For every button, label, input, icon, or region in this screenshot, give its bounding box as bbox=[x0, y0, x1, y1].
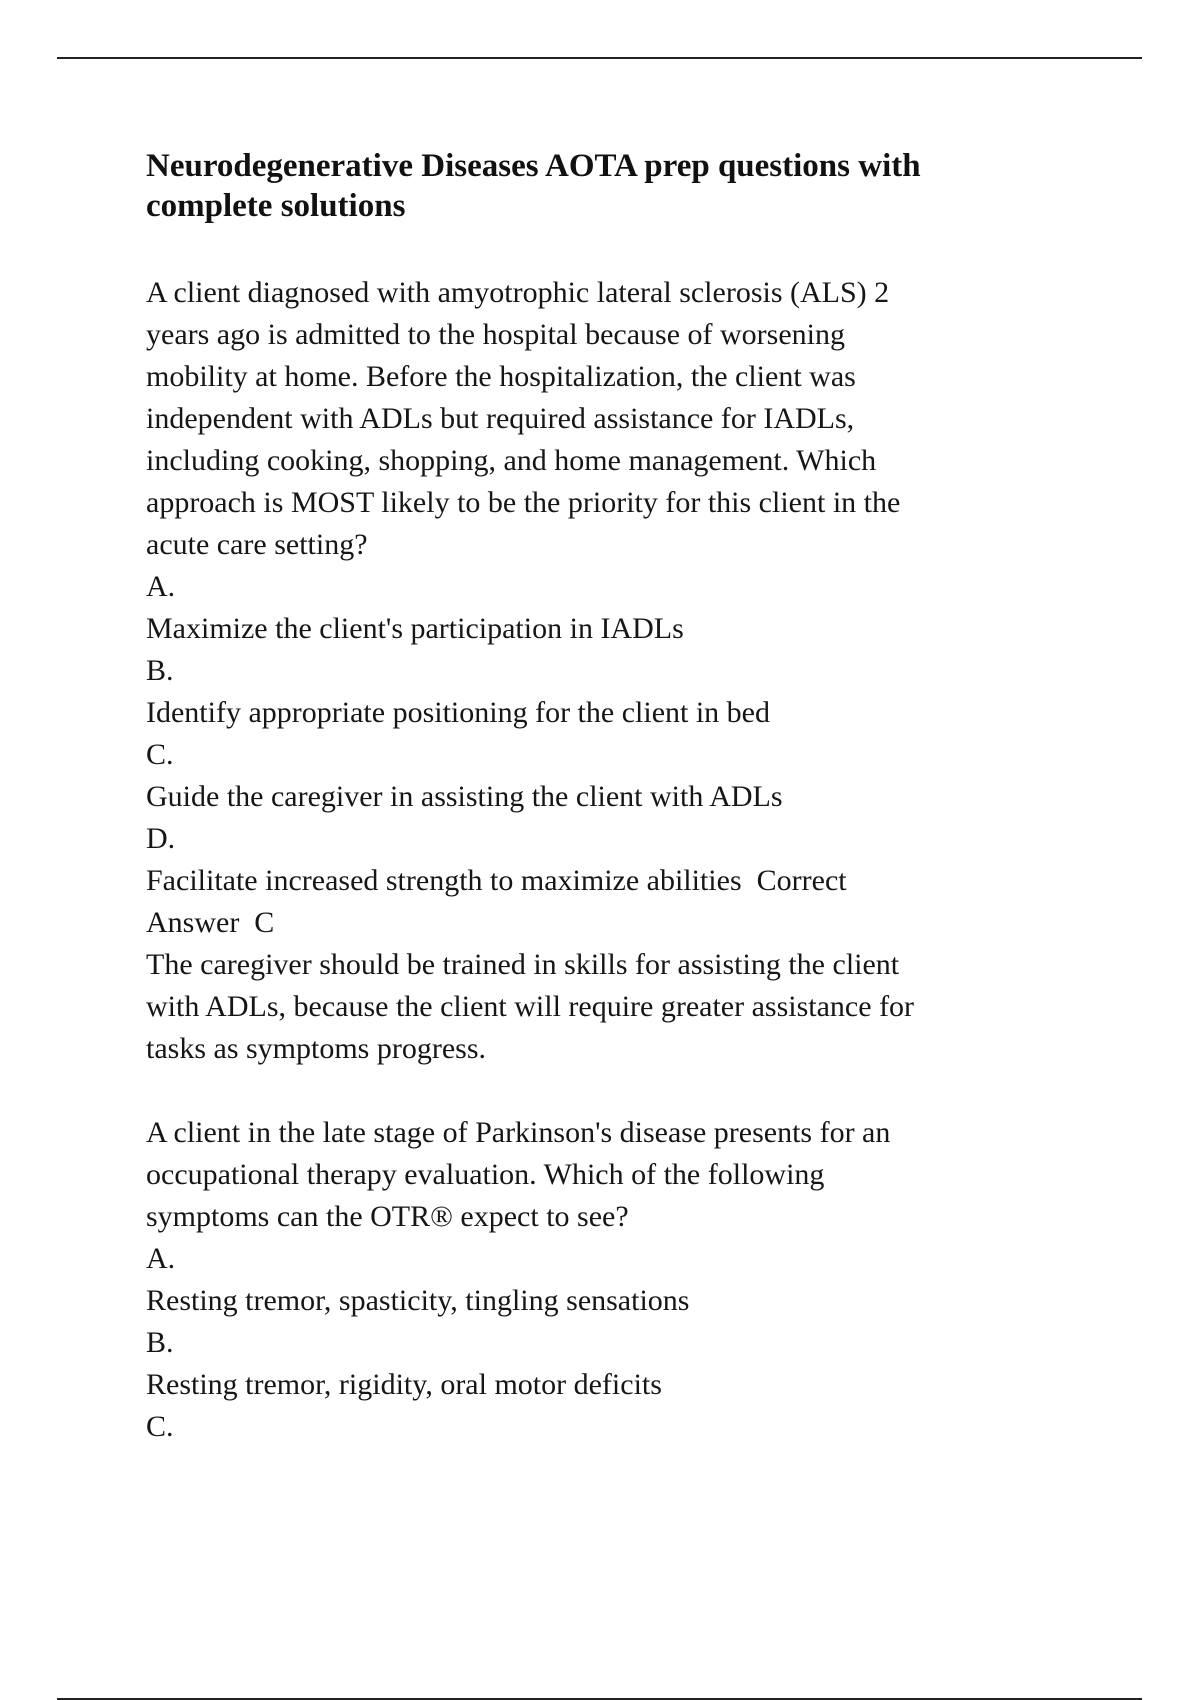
option-letter: B. bbox=[146, 1326, 174, 1359]
stem-line: independent with ADLs but required assistance for IADLs, bbox=[146, 402, 855, 435]
stem-line: including cooking, shopping, and home management. Which bbox=[146, 444, 877, 477]
option-letter: C. bbox=[146, 738, 174, 771]
option-a bbox=[146, 1238, 1146, 1322]
stem-line: years ago is admitted to the hospital because of worsening bbox=[146, 318, 845, 351]
option-letter: D. bbox=[146, 822, 176, 855]
title-line: complete solutions bbox=[146, 188, 406, 224]
option-c bbox=[146, 1406, 1146, 1448]
question-1 bbox=[146, 272, 1146, 1070]
option-b bbox=[146, 650, 1146, 734]
correct-answer: Answer C bbox=[146, 906, 275, 939]
stem-line: A client diagnosed with amyotrophic lateral sclerosis (ALS) 2 bbox=[146, 276, 890, 309]
stem-line: acute care setting? bbox=[146, 528, 368, 561]
option-text: Resting tremor, spasticity, tingling sensations bbox=[146, 1284, 690, 1317]
answer-rationale bbox=[146, 944, 1146, 1070]
stem-line: mobility at home. Before the hospitalization, the client was bbox=[146, 360, 856, 393]
question-stem bbox=[146, 1112, 1146, 1238]
answer-options bbox=[146, 1238, 1146, 1448]
document-title bbox=[146, 146, 1106, 226]
option-a bbox=[146, 566, 1146, 650]
title-line: Neurodegenerative Diseases AOTA prep questions with bbox=[146, 148, 921, 184]
answer-options bbox=[146, 566, 1146, 902]
rationale-line: with ADLs, because the client will require greater assistance for bbox=[146, 990, 915, 1023]
option-letter: A. bbox=[146, 1242, 176, 1275]
question-2 bbox=[146, 1112, 1146, 1448]
stem-line: approach is MOST likely to be the priority for this client in the bbox=[146, 486, 901, 519]
option-b bbox=[146, 1322, 1146, 1406]
stem-line: occupational therapy evaluation. Which of the following bbox=[146, 1158, 825, 1191]
option-letter: A. bbox=[146, 570, 176, 603]
option-text: Maximize the client's participation in IADLs bbox=[146, 612, 684, 645]
header-rule bbox=[57, 57, 1142, 59]
option-c bbox=[146, 734, 1146, 818]
stem-line: symptoms can the OTR® expect to see? bbox=[146, 1200, 629, 1233]
rationale-line: The caregiver should be trained in skills for assisting the client bbox=[146, 948, 900, 981]
question-stem bbox=[146, 272, 1146, 566]
stem-line: A client in the late stage of Parkinson's disease presents for an bbox=[146, 1116, 891, 1149]
option-d bbox=[146, 818, 1146, 902]
document-body bbox=[146, 272, 1146, 1448]
option-text: Identify appropriate positioning for the client in bed bbox=[146, 696, 770, 729]
option-text: Guide the caregiver in assisting the client with ADLs bbox=[146, 780, 783, 813]
option-letter: C. bbox=[146, 1410, 174, 1443]
option-text: Resting tremor, rigidity, oral motor deficits bbox=[146, 1368, 662, 1401]
rationale-line: tasks as symptoms progress. bbox=[146, 1032, 486, 1065]
paragraph-spacer bbox=[146, 1070, 1146, 1112]
option-text: Facilitate increased strength to maximize abilities Correct bbox=[146, 864, 847, 897]
option-letter: B. bbox=[146, 654, 174, 687]
